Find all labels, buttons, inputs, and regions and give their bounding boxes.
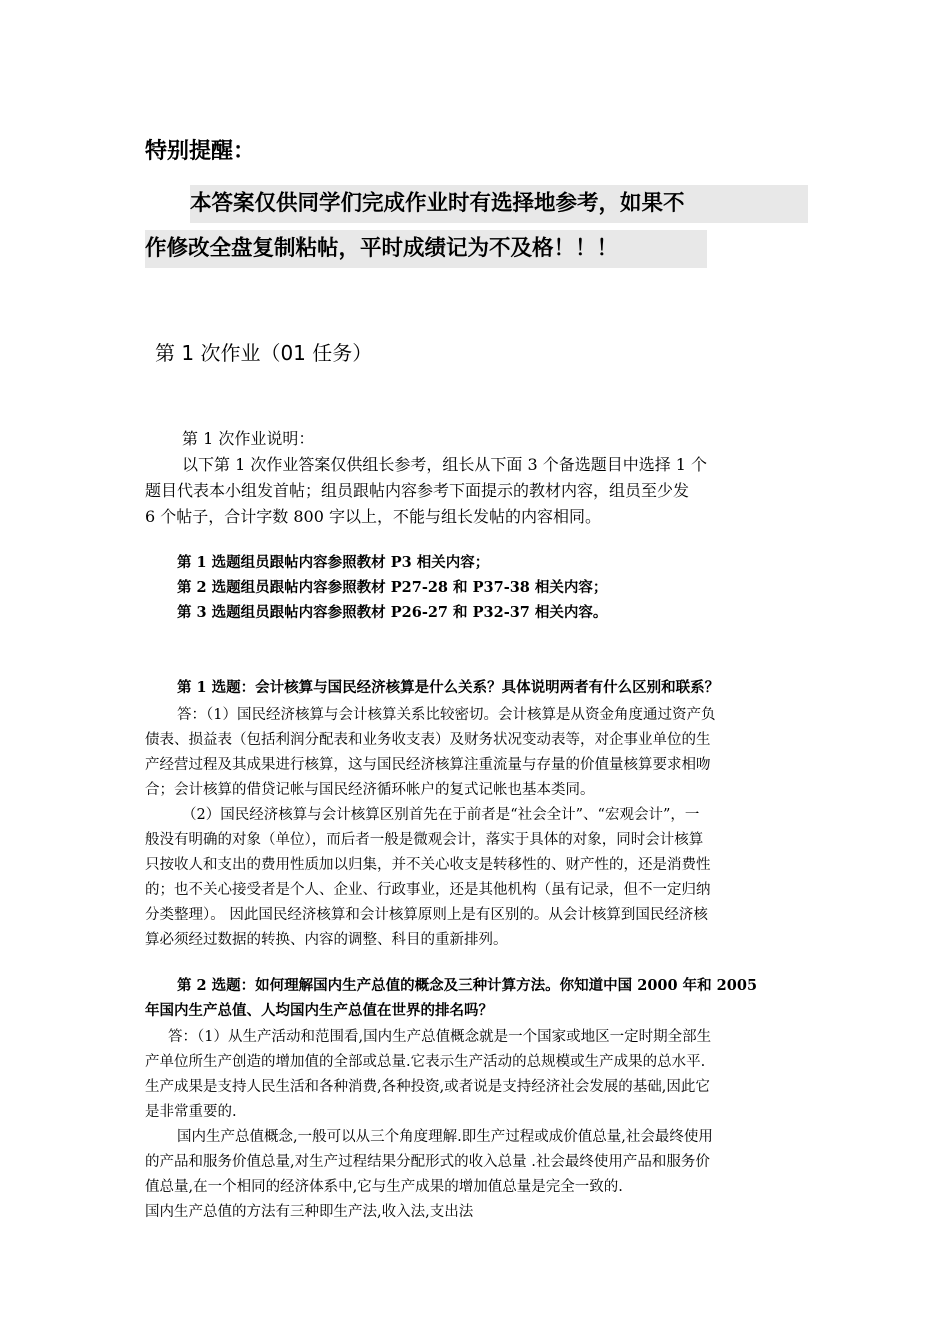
q2-answer-line: 的产品和服务价值总量,对生产过程结果分配形式的收入总量 .社会最终使用产品和服务价	[145, 1154, 710, 1170]
q2-answer-line: 产单位所生产创造的增加值的全部或总量.它表示生产活动的总规模或生产成果的总水平.	[145, 1054, 706, 1070]
q2-answer-line: 生产成果是支持人民生活和各种消费,各种投资,或者说是支持经济社会发展的基础,因此它	[145, 1079, 710, 1095]
q1-answer-line: 答：（1）国民经济核算与会计核算关系比较密切。会计核算是从资金角度通过资产负	[177, 707, 716, 723]
q1-answer-line: 算必须经过数据的转换、内容的调整、科目的重新排列。	[145, 932, 508, 948]
q2-answer-line: 是非常重要的.	[145, 1104, 237, 1120]
assignment-title: 第 1 次作业（01 任务）	[155, 341, 373, 365]
question-2-title: 年国内生产总值、人均国内生产总值在世界的排名吗？	[145, 1002, 493, 1019]
q2-answer-line: 答：（1）从生产活动和范围看,国内生产总值概念就是一个国家或地区一定时期全部生	[168, 1029, 712, 1045]
reference-item: 第 3 选题组员跟帖内容参照教材 P26-27 和 P32-37 相关内容。	[177, 604, 608, 621]
q1-answer-line: 只按收人和支出的费用性质加以归集，并不关心收支是转移性的、财产性的，还是消费性	[145, 857, 711, 873]
question-2-title: 第 2 选题：如何理解国内生产总值的概念及三种计算方法。你知道中国 2000 年和 2005	[177, 977, 758, 994]
reference-item: 第 2 选题组员跟帖内容参照教材 P27-28 和 P37-38 相关内容；	[177, 579, 608, 596]
desc-line: 6 个帖子，合计字数 800 字以上，不能与组长发帖的内容相同。	[145, 507, 601, 526]
q1-answer-line: （2）国民经济核算与会计核算区别首先在于前者是“社会全计”、“宏观会计”，一	[182, 807, 700, 823]
assignment-desc-heading: 第 1 次作业说明：	[182, 429, 315, 448]
desc-line: 以下第 1 次作业答案仅供组长参考，组长从下面 3 个备选题目中选择 1 个	[182, 455, 708, 474]
desc-line: 题目代表本小组发首帖；组员跟帖内容参考下面提示的教材内容，组员至少发	[145, 481, 690, 500]
q2-answer-line: 国内生产总值的方法有三种即生产法,收入法,支出法	[145, 1204, 474, 1220]
q1-answer-line: 合；会计核算的借贷记帐与国民经济循环帐户的复式记帐也基本类同。	[145, 782, 595, 798]
question-1-title: 第 1 选题：会计核算与国民经济核算是什么关系？具体说明两者有什么区别和联系？	[177, 679, 720, 696]
notice-line-2: 作修改全盘复制粘帖，平时成绩记为不及格！！！	[145, 230, 707, 268]
q2-answer-line: 国内生产总值概念,一般可以从三个角度理解.即生产过程或成价值总量,社会最终使用	[177, 1129, 713, 1145]
reference-item: 第 1 选题组员跟帖内容参照教材 P3 相关内容；	[177, 554, 490, 571]
q1-answer-line: 分类整理）。 因此国民经济核算和会计核算原则上是有区别的。从会计核算到国民经济核	[145, 907, 708, 923]
q1-answer-line: 的；也不关心接受者是个人、企业、行政事业，还是其他机构（虽有记录，但不一定归纳	[145, 882, 711, 898]
q1-answer-line: 产经营过程及其成果进行核算，这与国民经济核算注重流量与存量的价值量核算要求相吻	[145, 757, 711, 773]
notice-line-1: 本答案仅供同学们完成作业时有选择地参考，如果不	[190, 185, 808, 223]
q1-answer-line: 般没有明确的对象（单位），而后者一般是微观会计，落实于具体的对象，同时会计核算	[145, 832, 704, 848]
q1-answer-line: 债表、损益表（包括利润分配表和业务收支表）及财务状况变动表等，对企事业单位的生	[145, 732, 711, 748]
q2-answer-line: 值总量,在一个相同的经济体系中,它与生产成果的增加值总量是完全一致的.	[145, 1179, 623, 1195]
notice-heading: 特别提醒：	[145, 139, 256, 164]
